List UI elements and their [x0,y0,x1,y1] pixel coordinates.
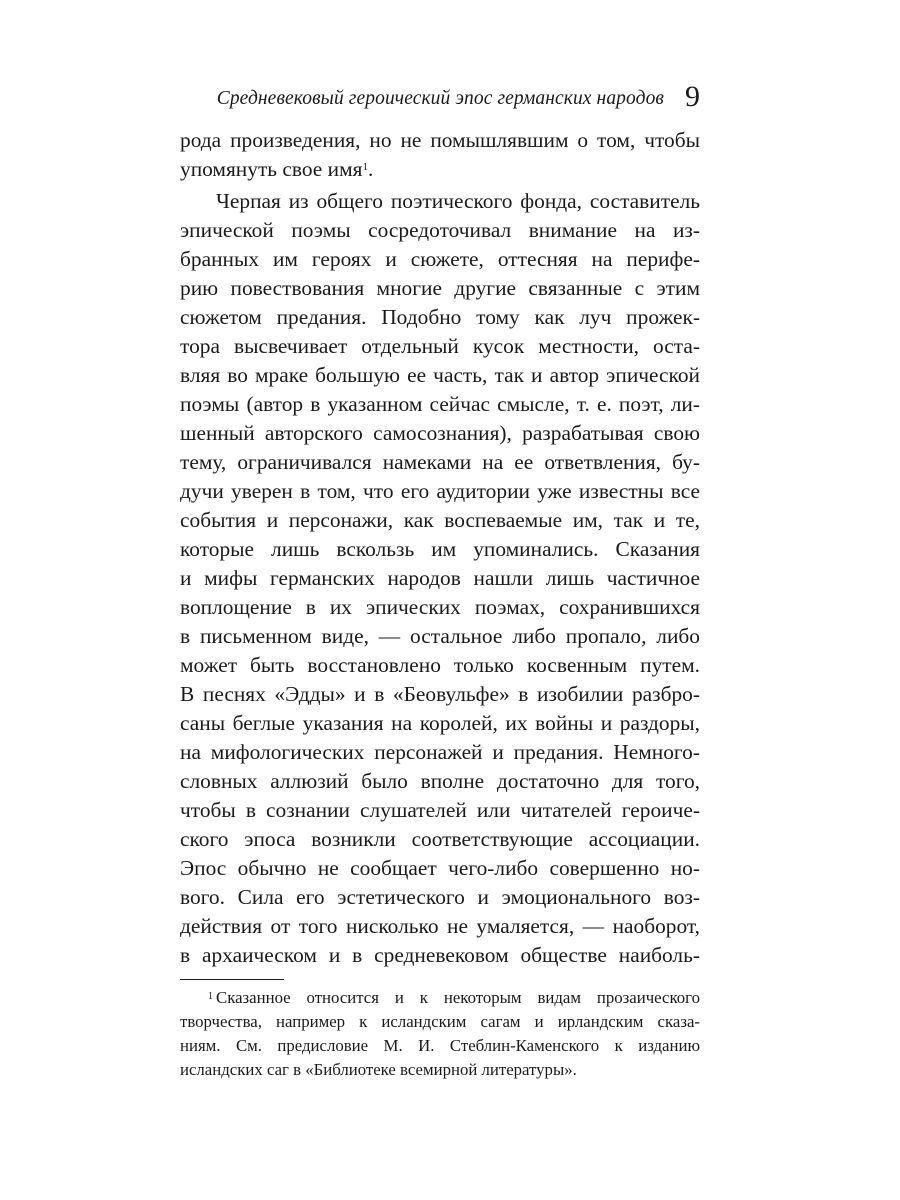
text-line: словных аллюзий было вполне достаточно для того, [180,769,700,793]
text-line: и мифы германских народов нашли лишь частичное [180,566,700,590]
text-line: Черпая из общего поэтического фонда, составитель [216,189,700,213]
text-line: в архаическом и в средневековом обществе наиболь- [180,943,700,967]
text-line: Эпос обычно не сообщает чего-либо совершенно но- [180,856,700,880]
footnote-line: исландских саг в «Библиотеке всемирной литературы». [180,1060,577,1079]
text-line: на мифологических персонажей и предания. Немного- [180,740,700,764]
footnote-line-content: Сказанное относится и к некоторым видам прозаического [216,988,700,1007]
text-line: тему, ограничивался намеками на ее ответвления, бу- [180,450,700,474]
footnote-line [208,986,700,1010]
text-line: шенный авторского самосознания), разрабатывая свою [180,421,700,445]
sentence-period: . [367,157,374,181]
text-line: вого. Сила его эстетического и эмоционального воз- [180,885,700,909]
text-line: сюжетом предания. Подобно тому как луч прожек- [180,305,700,329]
text-line: саны беглые указания на королей, их войны и раздоры, [180,711,700,735]
text-line: вляя во мраке большую ее часть, так и автор эпической [180,363,700,387]
page-number: 9 [685,80,700,113]
text-line: воплощение в их эпических поэмах, сохранившихся [180,595,700,619]
text-line: В песнях «Эдды» и в «Беовульфе» в изобилии разбро- [180,682,700,706]
text-line: чтобы в сознании слушателей или читателей героиче- [180,798,700,822]
running-head [180,82,700,122]
text-line: может быть восстановлено только косвенным путем. [180,653,700,677]
text-line: дучи уверен в том, что его аудитории уже известны все [180,479,700,503]
text-line: бранных им героях и сюжете, оттесняя на перифе- [180,247,700,271]
text-line: рода произведения, но не помышлявшим о том, чтобы [180,128,700,152]
running-title: Средневековый героический эпос германских народов [216,88,664,109]
text-line-content: упомянуть свое имя [180,157,363,181]
text-line: эпической поэмы сосредоточивал внимание на из- [180,218,700,242]
text-line: события и персонажи, как воспеваемые им, так и те, [180,508,700,532]
text-line [180,156,700,183]
footnote-separator [180,979,284,980]
text-line: которые лишь вскользь им упоминались. Сказания [180,537,700,561]
text-line: тора высвечивает отдельный кусок местности, оста- [180,334,700,358]
footnote-marker: 1 [208,991,213,1002]
footnote-line: ниям. См. предисловие М. И. Стеблин-Каменского к изданию [180,1036,700,1055]
text-line: рию повествования многие другие связанные с этим [180,276,700,300]
text-line: в письменном виде, — остальное либо пропало, либо [180,624,700,648]
text-line: действия от того нисколько не умаляется, — наоборот, [180,914,700,938]
footnote-reference[interactable]: 1 [362,161,368,173]
text-line: ского эпоса возникли соответствующие ассоциации. [180,827,700,851]
text-line: поэмы (автор в указанном сейчас смысле, т. е. поэт, ли- [180,392,700,416]
footnote-line: творчества, например к исландским сагам и ирландским сказа- [180,1012,700,1031]
